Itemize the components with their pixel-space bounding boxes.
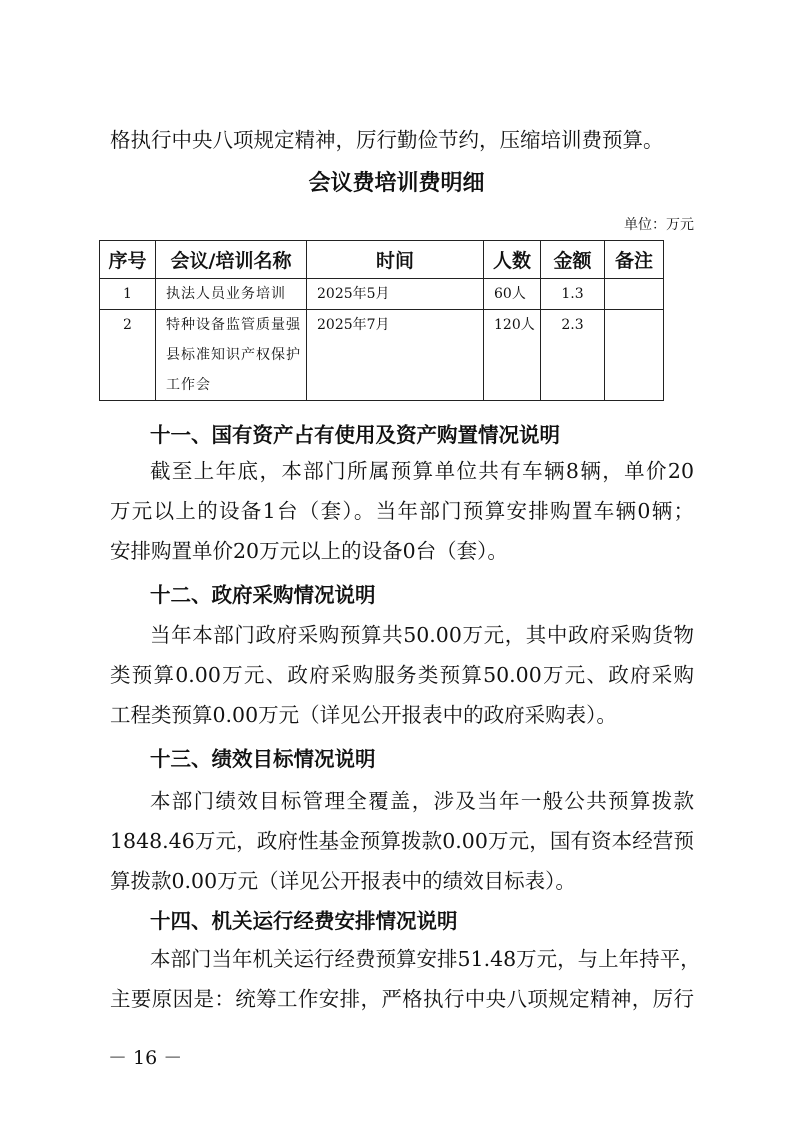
cell-name-text: 执法人员业务培训 — [166, 286, 286, 302]
cell-amount: 2.3 — [541, 310, 605, 401]
header-note: 备注 — [605, 241, 664, 279]
cell-no: 1 — [100, 279, 156, 310]
section-line: 万元以上的设备1台（套）。当年部门预算安排购置车辆0辆； — [110, 499, 694, 523]
section-heading: 十四、机关运行经费安排情况说明 — [150, 909, 458, 933]
cell-count: 60人 — [484, 279, 541, 310]
section-line: 当年本部门政府采购预算共50.00万元，其中政府采购货物 — [150, 623, 694, 647]
section-line: 截至上年底，本部门所属预算单位共有车辆8辆，单价20 — [150, 459, 694, 483]
table-title: 会议费培训费明细 — [308, 170, 485, 196]
header-name: 会议/培训名称 — [156, 241, 307, 279]
header-amount: 金额 — [541, 241, 605, 279]
section-line: 本部门当年机关运行经费预算安排51.48万元，与上年持平， — [150, 947, 701, 971]
table-row — [100, 279, 664, 310]
cell-time: 2025年5月 — [307, 279, 484, 310]
section-line: 工程类预算0.00万元（详见公开报表中的政府采购表）。 — [110, 703, 617, 727]
header-no: 序号 — [100, 241, 156, 279]
cell-name — [156, 310, 307, 401]
cell-name — [156, 279, 307, 310]
section-line: 类预算0.00万元、政府采购服务类预算50.00万元、政府采购 — [110, 663, 694, 687]
cell-time: 2025年7月 — [307, 310, 484, 401]
cell-amount: 1.3 — [541, 279, 605, 310]
section-line: 主要原因是：统筹工作安排，严格执行中央八项规定精神，厉行 — [110, 987, 694, 1011]
section-heading: 十一、国有资产占有使用及资产购置情况说明 — [150, 423, 560, 447]
section-heading: 十二、政府采购情况说明 — [150, 583, 376, 607]
cell-count: 120人 — [484, 310, 541, 401]
section-line: 安排购置单价20万元以上的设备0台（套）。 — [110, 539, 508, 563]
section-line: 本部门绩效目标管理全覆盖，涉及当年一般公共预算拨款 — [150, 789, 694, 813]
table-header-row — [100, 241, 664, 279]
section-heading: 十三、绩效目标情况说明 — [150, 747, 376, 771]
cell-no: 2 — [100, 310, 156, 401]
section-line: 1848.46万元，政府性基金预算拨款0.00万元，国有资本经营预 — [110, 829, 694, 853]
cell-name-text: 特种设备监管质量强县标准知识产权保护工作会 — [166, 317, 301, 393]
expense-table — [99, 240, 664, 401]
header-count: 人数 — [484, 241, 541, 279]
page-number: － 16 － — [108, 1047, 183, 1069]
unit-label: 单位：万元 — [624, 217, 694, 233]
cell-note — [605, 279, 664, 310]
table-row — [100, 310, 664, 401]
header-time: 时间 — [307, 241, 484, 279]
cell-note — [605, 310, 664, 401]
paragraph-continuation: 格执行中央八项规定精神，厉行勤俭节约，压缩培训费预算。 — [110, 128, 664, 152]
section-line: 算拨款0.00万元（详见公开报表中的绩效目标表）。 — [110, 869, 576, 893]
